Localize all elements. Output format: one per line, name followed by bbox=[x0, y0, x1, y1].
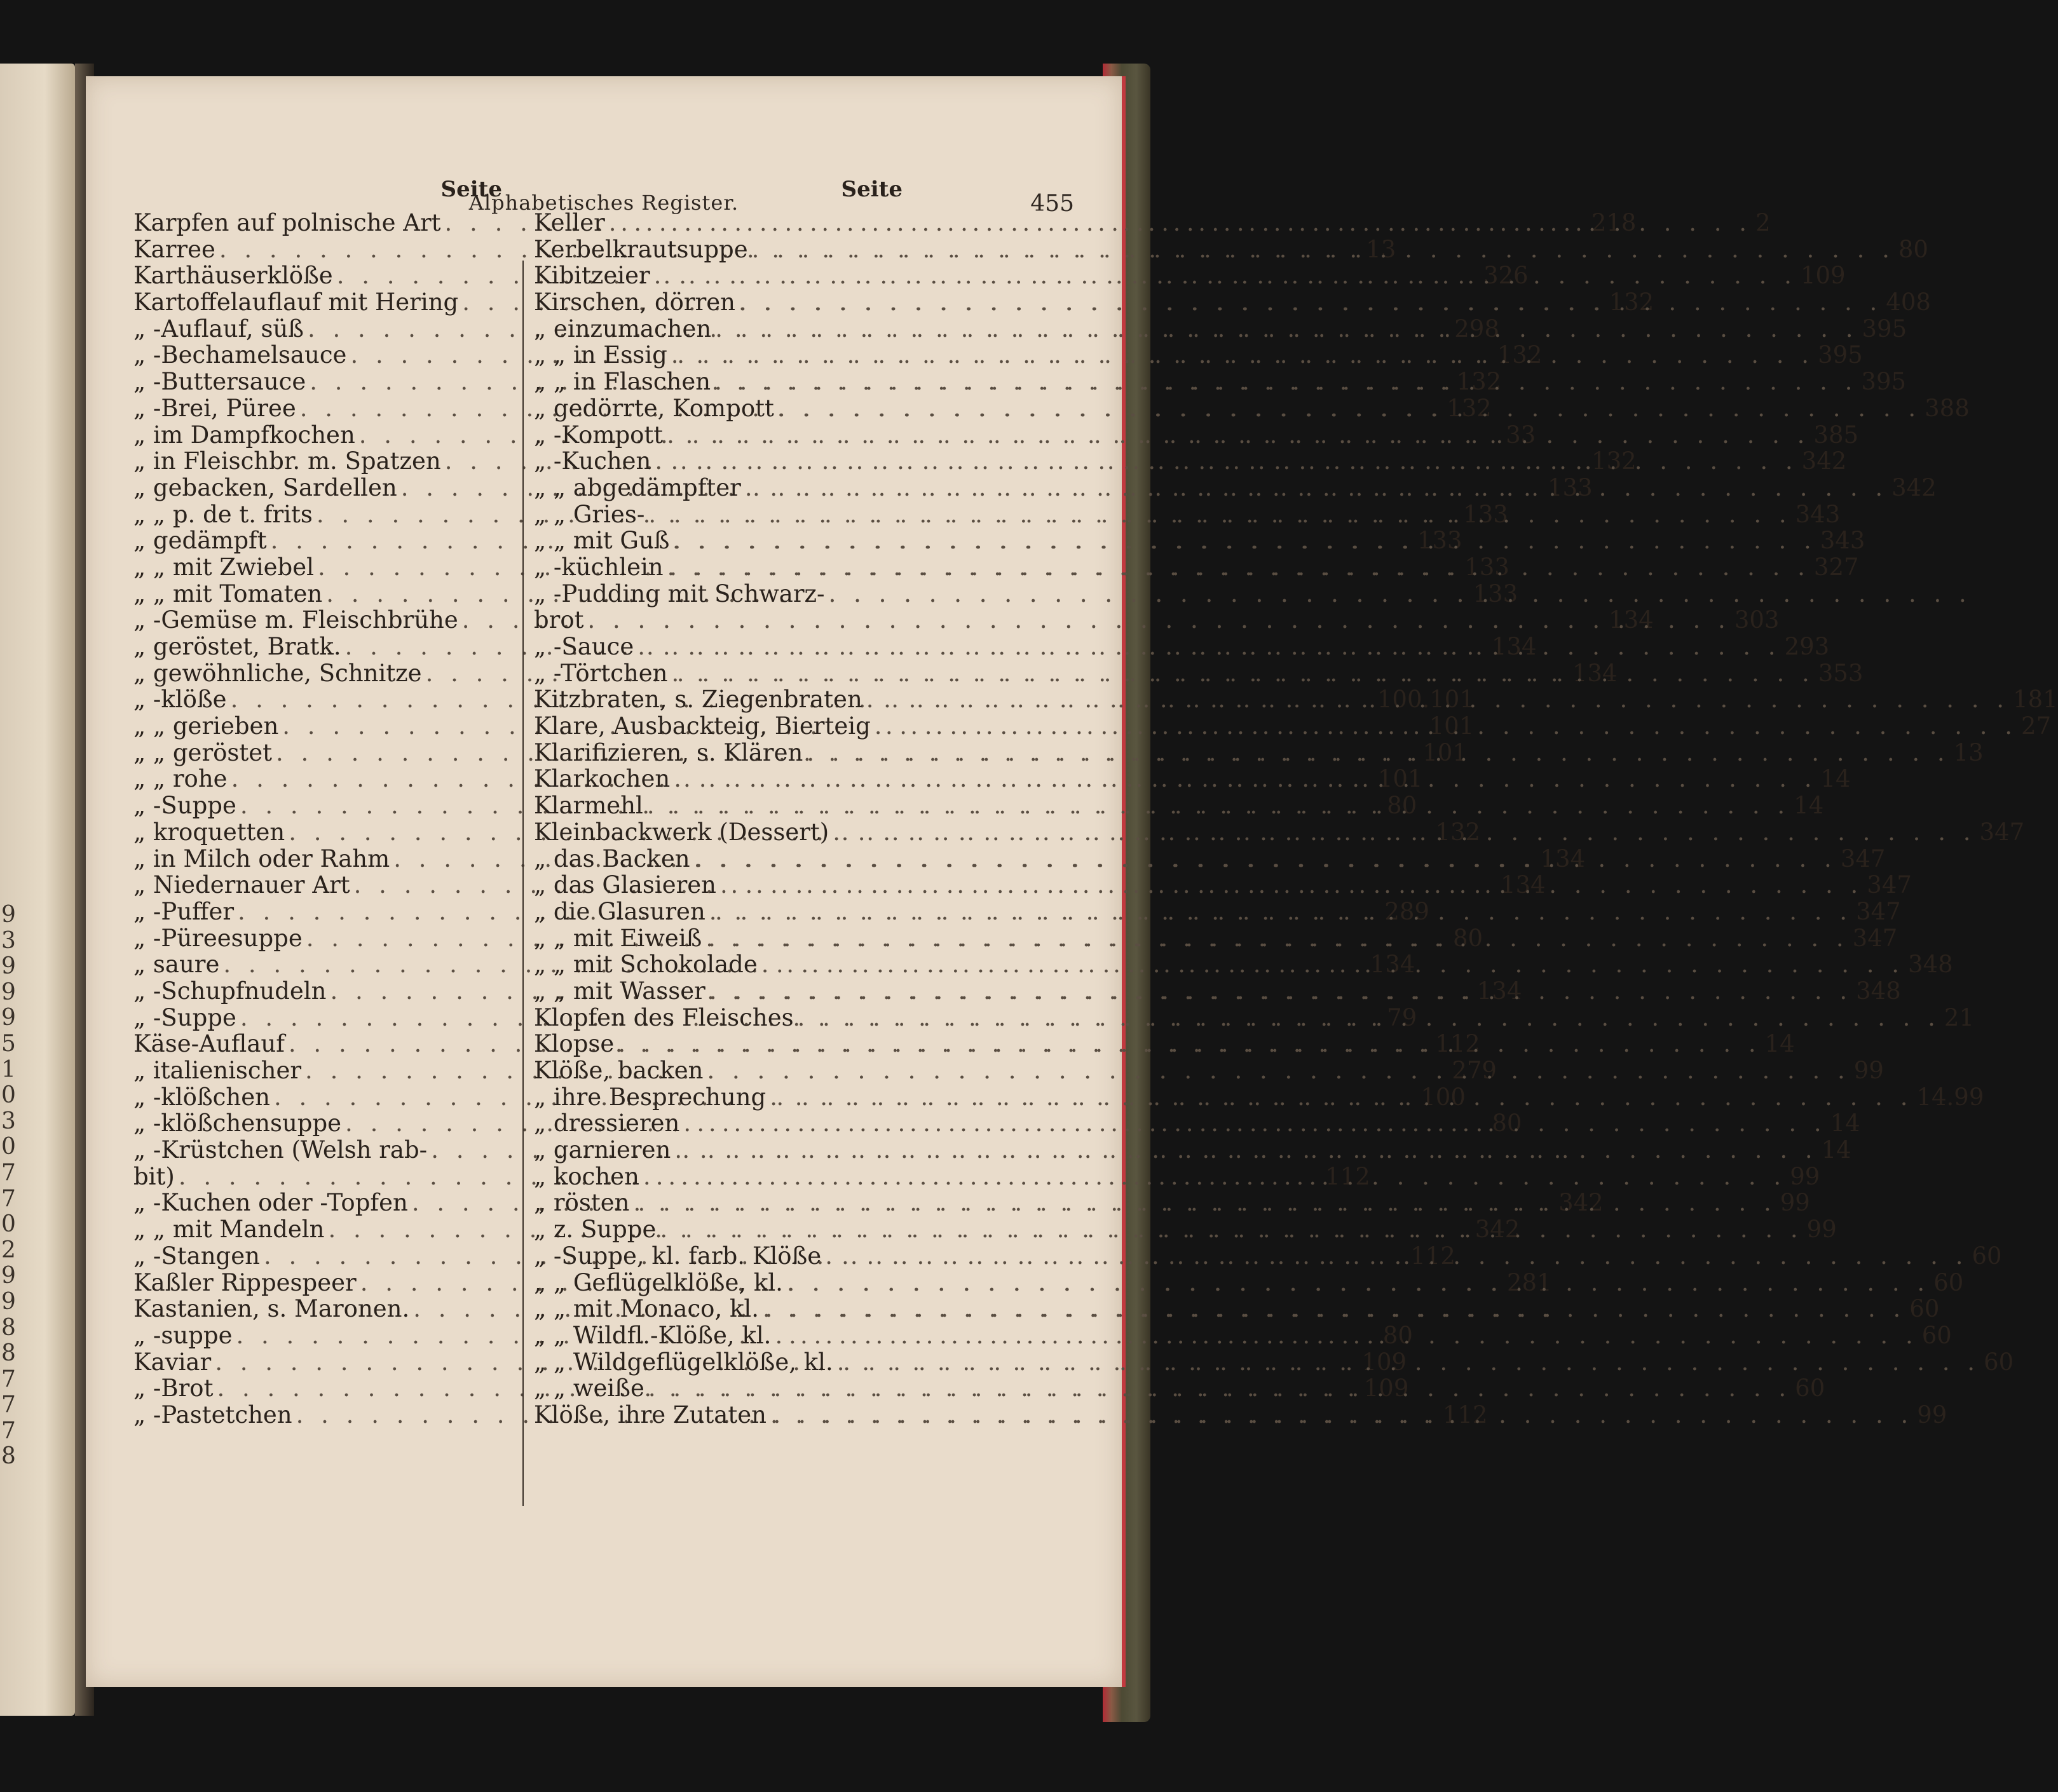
entry-page: 109 bbox=[1361, 1348, 1407, 1376]
entry-page: 343 bbox=[1820, 527, 1865, 555]
left-page-digit: 9 bbox=[1, 1005, 16, 1031]
entry-text: „ kochen bbox=[534, 1162, 639, 1190]
leader-dots bbox=[714, 369, 1857, 395]
entry-page: 101 bbox=[1377, 765, 1423, 793]
entry-page: 395 bbox=[1861, 368, 1907, 396]
entry-page: 395 bbox=[1862, 315, 1907, 343]
entry-page: 132 bbox=[1591, 447, 1637, 475]
entry-text: „ z. Suppe bbox=[534, 1216, 657, 1244]
left-page-digit: 7 bbox=[1, 1392, 16, 1418]
entry-page: 14 bbox=[1821, 1136, 1851, 1164]
index-entry bbox=[534, 1295, 1940, 1323]
entry-text: „ Niedernauer Art bbox=[133, 871, 350, 899]
entry-page: 14 bbox=[1820, 765, 1851, 793]
entry-page: 109 bbox=[1800, 262, 1846, 290]
entry-text: „ -Kuchen oder -Topfen bbox=[133, 1189, 408, 1217]
entry-page: 80 bbox=[1382, 1321, 1413, 1349]
entry-text: Klopfen des Fleisches bbox=[534, 1003, 794, 1031]
entry-text: „ dressieren bbox=[534, 1110, 680, 1137]
entry-text: Klare, Ausbackteig, Bierteig bbox=[534, 712, 871, 740]
entry-page: 395 bbox=[1818, 341, 1863, 369]
left-page-digits bbox=[1, 902, 14, 1470]
entry-page: 132 bbox=[1609, 288, 1654, 316]
entry-page: 281 bbox=[1507, 1268, 1552, 1296]
entry-page: 343 bbox=[1795, 500, 1841, 528]
entry-text: „ in Milch oder Rahm bbox=[133, 845, 390, 872]
entry-page: 134 bbox=[1609, 606, 1654, 634]
leader-dots bbox=[752, 236, 1895, 263]
entry-text: „ „ mit Schokolade bbox=[534, 951, 758, 979]
entry-text: „ -küchlein bbox=[534, 553, 664, 581]
leader-dots bbox=[654, 262, 1797, 289]
leader-dots bbox=[837, 1349, 1980, 1376]
leader-dots bbox=[667, 554, 1810, 581]
left-page-digit: 5 bbox=[1, 1030, 16, 1057]
entry-page: 80 bbox=[1898, 235, 1928, 263]
entry-text: „ geröstet, Bratk. bbox=[133, 633, 341, 660]
leader-dots bbox=[709, 978, 1852, 1005]
entry-page: 279 bbox=[1452, 1057, 1497, 1084]
entry-text: „ „ in Flaschen bbox=[534, 368, 711, 396]
column-divider bbox=[522, 261, 524, 1506]
page-number: 455 bbox=[1030, 191, 1074, 217]
entry-text: „ -Brei, Püree bbox=[133, 394, 296, 422]
left-page-digit: 9 bbox=[1, 902, 16, 928]
column-header-left: Seite bbox=[440, 177, 502, 202]
entry-text: „ gebacken, Sardellen bbox=[133, 473, 397, 501]
entry-text: „ „ weiße bbox=[534, 1375, 644, 1402]
entry-text: Klarifizieren, s. Klären bbox=[534, 738, 803, 766]
leader-dots bbox=[807, 740, 1949, 766]
leader-dots bbox=[866, 686, 2009, 713]
entry-text: „ -suppe bbox=[133, 1321, 233, 1349]
entry-text: „ in Fleischbr. m. Spatzen bbox=[133, 447, 441, 475]
entry-text: „ -Krüstchen (Welsh rab- bbox=[133, 1136, 428, 1164]
left-page-digit: 9 bbox=[1, 953, 16, 980]
entry-page: 13 bbox=[1366, 235, 1396, 263]
entry-page: 60 bbox=[1795, 1375, 1825, 1402]
left-page-digit: 9 bbox=[1, 1263, 16, 1289]
entry-page: 14 bbox=[1764, 1030, 1795, 1058]
entry-text: „ das Glasieren bbox=[534, 871, 717, 899]
entry-text: „ „ geröstet bbox=[133, 738, 273, 766]
left-page-digit: 0 bbox=[1, 1134, 16, 1160]
leader-dots bbox=[875, 713, 2017, 740]
entry-text: „ kroquetten bbox=[133, 818, 285, 846]
entry-page: 100.101 bbox=[1377, 686, 1475, 714]
entry-text: bit) bbox=[133, 1162, 175, 1190]
leader-dots bbox=[787, 1270, 1930, 1296]
entry-page: 14 bbox=[1794, 792, 1824, 820]
entry-text: Klöße, backen bbox=[534, 1057, 704, 1084]
entry-text: „ „ gerieben bbox=[133, 712, 279, 740]
entry-text: „ „ p. de t. frits bbox=[133, 500, 313, 528]
entry-text: „ die Glasuren bbox=[534, 897, 705, 925]
entry-text: „ „ Geflügelklöße, kl. bbox=[534, 1268, 783, 1296]
leader-dots bbox=[763, 1296, 1905, 1322]
leader-dots bbox=[648, 501, 1791, 528]
entry-page: 60 bbox=[1909, 1295, 1940, 1323]
entry-text: „ -Gemüse m. Fleischbrühe bbox=[133, 606, 458, 634]
entry-page: 298 bbox=[1454, 315, 1499, 343]
entry-page: 80 bbox=[1387, 792, 1417, 820]
entry-text: „ gedörrte, Kompott bbox=[534, 394, 774, 422]
entry-text: „ „ mit Wasser bbox=[534, 977, 705, 1005]
entry-text: „ -Suppe, kl. farb. Klöße bbox=[534, 1242, 822, 1270]
left-page-digit: 7 bbox=[1, 1185, 16, 1212]
entry-text: „ -Auflauf, süß bbox=[133, 315, 304, 343]
entry-page: 134 bbox=[1370, 951, 1415, 979]
entry-text: Karree bbox=[133, 235, 215, 263]
entry-page: 132 bbox=[1456, 368, 1502, 396]
entry-page: 132 bbox=[1497, 341, 1543, 369]
entry-text: „ -Suppe bbox=[133, 792, 236, 820]
leader-dots bbox=[588, 607, 1731, 634]
entry-page: 293 bbox=[1784, 633, 1830, 660]
entry-page: 112 bbox=[1325, 1162, 1370, 1190]
leader-dots bbox=[683, 1110, 1826, 1137]
leader-dots bbox=[618, 1031, 1761, 1057]
left-page-digit: 8 bbox=[1, 1340, 16, 1367]
entry-page: 33 bbox=[1506, 421, 1536, 449]
entry-text: „ -klößchensuppe bbox=[133, 1110, 342, 1137]
entry-page: 408 bbox=[1886, 288, 1931, 316]
entry-page: 133 bbox=[1464, 553, 1509, 581]
entry-text: „ im Dampfkochen bbox=[133, 421, 355, 449]
entry-page: 353 bbox=[1818, 659, 1864, 687]
leader-dots bbox=[671, 342, 1814, 369]
entry-text: „ „ mit Tomaten bbox=[133, 580, 323, 608]
entry-page: 60 bbox=[1984, 1348, 2014, 1376]
entry-page: 99 bbox=[1806, 1216, 1837, 1244]
entry-text: Kitzbraten, s. Ziegenbraten bbox=[534, 686, 862, 714]
entry-page: 134 bbox=[1476, 977, 1522, 1005]
index-entry bbox=[534, 1136, 1851, 1164]
leader-dots bbox=[674, 527, 1816, 554]
entry-text: Karpfen auf polnische Art bbox=[133, 209, 441, 236]
entry-page: 132 bbox=[1435, 818, 1481, 846]
leader-dots bbox=[674, 766, 1816, 792]
leader-dots bbox=[778, 395, 1921, 422]
leader-dots bbox=[655, 448, 1797, 475]
left-page-digit: 0 bbox=[1, 1082, 16, 1109]
entry-text: Käse-Auflauf bbox=[133, 1030, 285, 1058]
entry-text: Klarmehl bbox=[534, 792, 643, 820]
leader-dots bbox=[715, 316, 1858, 343]
entry-page: 99 bbox=[1917, 1401, 1947, 1429]
entry-text: „ -Pastetchen bbox=[133, 1401, 292, 1429]
entry-text: „ „ Wildfl.-Klöße, kl. bbox=[534, 1321, 772, 1349]
leader-dots bbox=[720, 872, 1863, 899]
leader-dots bbox=[667, 422, 1809, 449]
entry-text: Kirschen, dörren bbox=[534, 288, 736, 316]
left-page-digit: 3 bbox=[1, 927, 16, 954]
entry-page: 385 bbox=[1813, 421, 1859, 449]
entry-page: 80 bbox=[1492, 1110, 1522, 1137]
entry-text: „ -klößchen bbox=[133, 1083, 270, 1111]
entry-text: „ -Stangen bbox=[133, 1242, 260, 1270]
entry-text: „ „ mit Guß bbox=[534, 527, 670, 555]
column-header-right: Seite bbox=[841, 177, 903, 202]
entry-page: 132 bbox=[1447, 394, 1492, 422]
entry-text: „ -Pudding mit Schwarz- bbox=[534, 580, 825, 608]
entry-page: 79 bbox=[1387, 1003, 1417, 1031]
entry-page: 342 bbox=[1558, 1189, 1604, 1217]
entry-text: „ -Brot bbox=[133, 1375, 214, 1402]
entry-text: „ -Kuchen bbox=[534, 447, 651, 475]
entry-page: 133 bbox=[1463, 500, 1508, 528]
entry-text: „ -Suppe bbox=[133, 1003, 236, 1031]
entry-page: 134 bbox=[1540, 845, 1586, 872]
entry-page: 60 bbox=[1921, 1321, 1952, 1349]
entry-page: 14.99 bbox=[1916, 1083, 1984, 1111]
entry-text: „ -Sauce bbox=[534, 633, 634, 660]
left-page-digit: 8 bbox=[1, 1443, 16, 1470]
entry-page: 21 bbox=[1944, 1003, 1974, 1031]
leader-dots bbox=[643, 1164, 1786, 1190]
index-entry bbox=[534, 581, 903, 608]
entry-text: „ gewöhnliche, Schnitze bbox=[133, 659, 422, 687]
index-entry bbox=[133, 1137, 502, 1164]
leader-dots bbox=[770, 1084, 1912, 1111]
leader-dots bbox=[825, 1243, 1968, 1270]
left-page-digit: 3 bbox=[1, 1108, 16, 1134]
entry-text: „ „ Gries- bbox=[534, 500, 645, 528]
entry-page: 60 bbox=[1972, 1242, 2002, 1270]
entry-text: Kartoffelauflauf mit Hering bbox=[133, 288, 459, 316]
entry-text: „ -Bechamelsauce bbox=[133, 341, 347, 369]
entry-text: „ ihre Besprechung bbox=[534, 1083, 767, 1111]
entry-text: „ -Puffer bbox=[133, 897, 235, 925]
entry-page: 326 bbox=[1483, 262, 1529, 290]
leader-dots bbox=[739, 289, 1882, 316]
entry-page: 218 bbox=[1591, 209, 1637, 236]
leader-dots bbox=[648, 1375, 1791, 1402]
entry-text: „ -klöße bbox=[133, 686, 227, 714]
entry-text: „ „ mit Eiweiß bbox=[534, 924, 702, 952]
entry-text: „ das Backen bbox=[534, 845, 690, 872]
entry-page: 134 bbox=[1500, 871, 1546, 899]
leader-dots bbox=[798, 1005, 1940, 1031]
leader-dots bbox=[707, 1057, 1850, 1084]
entry-page: 347 bbox=[1867, 871, 1912, 899]
entry-page: 347 bbox=[1856, 897, 1901, 925]
left-page-digit: 0 bbox=[1, 1211, 16, 1238]
entry-page: 347 bbox=[1840, 845, 1886, 872]
running-head: Alphabetisches Register. bbox=[468, 191, 739, 215]
entry-page: 101 bbox=[1422, 738, 1468, 766]
leader-dots bbox=[705, 925, 1848, 952]
entry-page: 133 bbox=[1417, 527, 1462, 555]
entry-text: „ italienischer bbox=[133, 1057, 302, 1084]
entry-page: 348 bbox=[1856, 977, 1901, 1005]
entry-text: „ saure bbox=[133, 951, 220, 979]
leader-dots bbox=[709, 899, 1852, 925]
entry-text: „ „ in Essig bbox=[534, 341, 667, 369]
entry-text: „ „ Wildgeflügelklöße, kl. bbox=[534, 1348, 833, 1376]
leader-dots bbox=[775, 1322, 1918, 1349]
left-page-digit: 9 bbox=[1, 979, 16, 1005]
entry-page: 348 bbox=[1908, 951, 1953, 979]
entry-text: Kleinbackwerk (Dessert) bbox=[534, 818, 829, 846]
entry-text: „ -Schupfnudeln bbox=[133, 977, 327, 1005]
entry-page: 60 bbox=[1933, 1268, 1964, 1296]
entry-page: 112 bbox=[1410, 1242, 1455, 1270]
leader-dots bbox=[761, 951, 1904, 978]
entry-page: 134 bbox=[1491, 633, 1537, 660]
leader-dots bbox=[745, 475, 1888, 501]
leader-dots bbox=[647, 792, 1790, 819]
entry-text: „ -Püreesuppe bbox=[133, 924, 303, 952]
entry-page: 101 bbox=[1429, 712, 1475, 740]
left-page-digit: 8 bbox=[1, 1314, 16, 1341]
entry-text: „ gedämpft bbox=[133, 527, 267, 555]
entry-text: Kaviar bbox=[133, 1348, 212, 1376]
leader-dots bbox=[829, 581, 1972, 608]
entry-text: „ „ mit Zwiebel bbox=[133, 553, 314, 581]
entry-text: „ garnieren bbox=[534, 1136, 671, 1164]
entry-page: 289 bbox=[1384, 897, 1429, 925]
entry-page: 347 bbox=[1979, 818, 2025, 846]
left-page-digit: 7 bbox=[1, 1159, 16, 1186]
entry-page: 99 bbox=[1853, 1057, 1884, 1084]
entry-page: 388 bbox=[1925, 394, 1970, 422]
left-page-digit: 9 bbox=[1, 1288, 16, 1315]
leader-dots bbox=[694, 846, 1837, 872]
entry-text: „ -Buttersauce bbox=[133, 368, 306, 396]
entry-text: Keller bbox=[534, 209, 605, 236]
entry-text: „ „ mit Monaco, kl. bbox=[534, 1295, 759, 1323]
left-page-digit: 1 bbox=[1, 1056, 16, 1083]
entry-text: „ rösten bbox=[534, 1189, 630, 1217]
entry-page: 342 bbox=[1891, 473, 1937, 501]
entry-page: 99 bbox=[1790, 1162, 1820, 1190]
leader-dots bbox=[637, 634, 1780, 660]
entry-text: „ „ abgedämpfter bbox=[534, 473, 741, 501]
left-page-digit: 7 bbox=[1, 1366, 16, 1392]
entry-page: 109 bbox=[1363, 1375, 1409, 1402]
entry-page: 327 bbox=[1813, 553, 1859, 581]
left-page-digit: 2 bbox=[1, 1237, 16, 1263]
entry-page: 303 bbox=[1734, 606, 1780, 634]
entry-text: „ „ rohe bbox=[133, 765, 228, 793]
leader-dots bbox=[674, 1137, 1817, 1164]
entry-text: Karthäuserklöße bbox=[133, 262, 333, 290]
entry-page: 342 bbox=[1475, 1216, 1520, 1244]
entry-page: 133 bbox=[1473, 580, 1518, 608]
leader-dots bbox=[633, 1190, 1776, 1216]
entry-text: „ -Törtchen bbox=[534, 659, 668, 687]
leader-dots bbox=[770, 1402, 1913, 1429]
left-page-edge bbox=[0, 64, 75, 1716]
entry-page: 13 bbox=[1953, 738, 1984, 766]
entry-text: Kerbelkrautsuppe bbox=[534, 235, 748, 263]
left-page-digit: 7 bbox=[1, 1417, 16, 1444]
entry-text: „ einzumachen bbox=[534, 315, 712, 343]
entry-page: 112 bbox=[1442, 1401, 1488, 1429]
entry-page: 27 bbox=[2021, 712, 2052, 740]
entry-text: „ „ mit Mandeln bbox=[133, 1216, 325, 1244]
entry-page: 133 bbox=[1548, 473, 1593, 501]
entry-page: 99 bbox=[1780, 1189, 1810, 1217]
entry-text: Klöße, ihre Zutaten bbox=[534, 1401, 767, 1429]
entry-text: Kibitzeier bbox=[534, 262, 650, 290]
entry-text: Klarkochen bbox=[534, 765, 671, 793]
leader-dots bbox=[833, 819, 1975, 846]
entry-text: brot bbox=[534, 606, 584, 634]
entry-page: 80 bbox=[1453, 924, 1483, 952]
leader-dots bbox=[609, 210, 1752, 236]
entry-page: 112 bbox=[1435, 1030, 1480, 1058]
entry-page: 181 bbox=[2013, 686, 2058, 714]
entry-page: 134 bbox=[1572, 659, 1618, 687]
entry-page: 2 bbox=[1755, 209, 1771, 236]
entry-text: Klopse bbox=[534, 1030, 615, 1058]
entry-page: 347 bbox=[1852, 924, 1898, 952]
entry-text: Kastanien, s. Maronen. bbox=[133, 1295, 410, 1323]
entry-page: 100 bbox=[1421, 1083, 1466, 1111]
leader-dots bbox=[660, 1216, 1802, 1243]
entry-text: Kaßler Rippespeer bbox=[133, 1268, 357, 1296]
leader-dots bbox=[671, 660, 1814, 687]
entry-page: 342 bbox=[1801, 447, 1847, 475]
entry-text: „ -Kompott bbox=[534, 421, 664, 449]
index-entry bbox=[133, 1296, 502, 1322]
entry-page: 14 bbox=[1830, 1110, 1860, 1137]
